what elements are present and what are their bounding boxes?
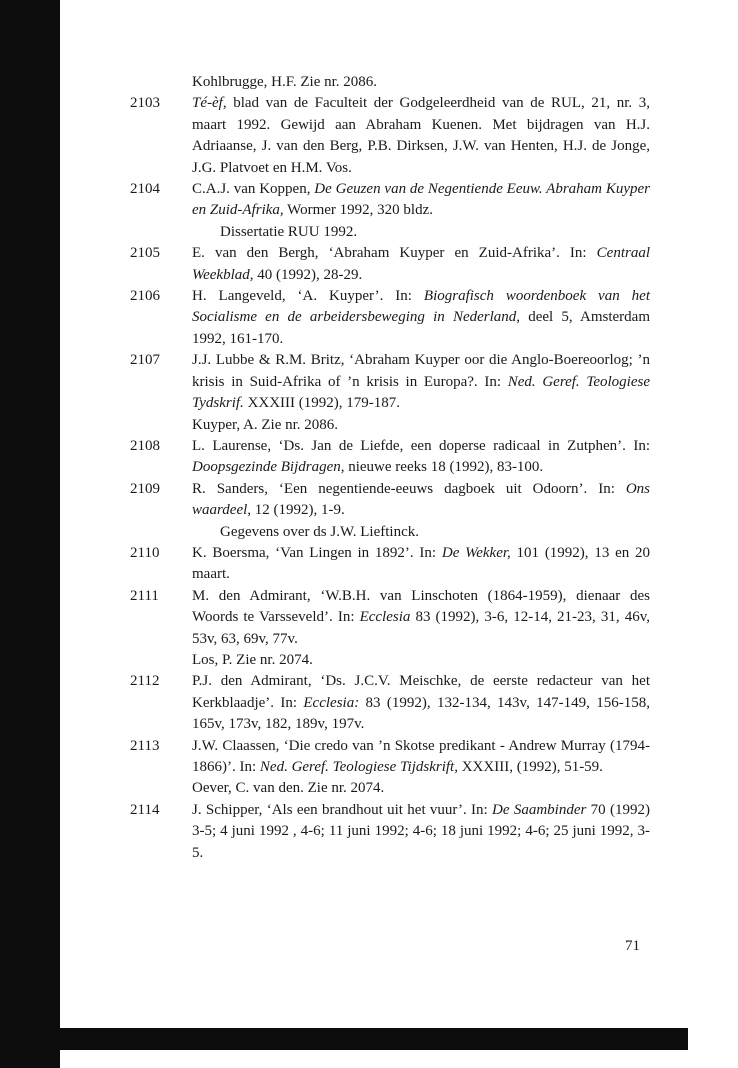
entry-text: C.A.J. van Koppen, <box>192 181 315 198</box>
entry-text: J.W. Claassen, ‘Die credo van ’n Skotse predikant - Andrew Murray (1794-1866)’. In: <box>192 737 650 775</box>
entry-text: XXXIII, (1992), 51-59. <box>457 759 603 775</box>
entry-text: J.J. Lubbe & R.M. Britz, ‘Abraham Kuyper oor die Anglo-Boereoorlog; ’n krisis in Suid-Afrika of ’n krisis in Europa?. In: <box>192 352 650 390</box>
entry-number: 2104 <box>130 181 160 198</box>
scan-border-bottom <box>60 1028 688 1050</box>
bibliography-entry <box>130 671 650 735</box>
entry-title: Centraal Weekblad, <box>192 245 650 283</box>
entry-title: Ons waardeel, <box>192 480 650 519</box>
entry-number: 2111 <box>130 587 159 604</box>
entry-text: M. den Admirant, ‘W.B.H. van Linschoten (1864-1959), dienaar des Woords te Varsseveld’. In: <box>192 587 650 626</box>
entry-number: 2103 <box>130 95 160 112</box>
entry-text: H. Langeveld, ‘A. Kuyper’. In: <box>192 288 424 305</box>
entry-text: deel 5, Amsterdam 1992, 161-170. <box>192 309 650 347</box>
bibliography-entry <box>130 436 650 479</box>
entry-number: 2106 <box>130 288 160 305</box>
entry-text: J. Schipper, ‘Als een brandhout uit het vuur’. In: <box>192 801 493 818</box>
entry-title: Té-èf, <box>192 95 227 112</box>
bibliography-entry <box>130 479 650 522</box>
bibliography-entry <box>130 179 650 222</box>
entry-text: P.J. den Admirant, ‘Ds. J.C.V. Meischke, de eerste redacteur van het Kerkblaadje’. In: <box>192 673 650 711</box>
bibliography-entry <box>130 93 650 179</box>
entry-title: De Geuzen van de Negentiende Eeuw. Abraham Kuyper en Zuid-Afrika, <box>192 181 650 219</box>
entry-title: Biografisch woordenboek van het Socialisme en de arbeidersbeweging in Nederland, <box>192 288 650 326</box>
bibliography-note <box>130 222 650 243</box>
bibliography-entry <box>130 350 650 414</box>
entry-text: K. Boersma, ‘Van Lingen in 1892’. In: <box>192 544 442 561</box>
cross-reference <box>130 650 650 671</box>
bibliography-entry <box>130 543 650 586</box>
entry-title: De Saambinder <box>492 801 587 818</box>
entry-number: 2109 <box>130 480 160 497</box>
entry-text: nieuwe reeks 18 (1992), 83-100. <box>344 459 544 476</box>
entry-text: 83 (1992), 132-134, 143v, 147-149, 156-158, 165v, 173v, 182, 189v, 197v. <box>192 694 650 733</box>
entry-text: 70 (1992) 3-5; 4 juni 1992 , 4-6; 11 juni 1992; 4-6; 18 juni 1992; 4-6; 25 juni 1992, 3-5. <box>192 801 650 861</box>
entry-text: Gegevens over ds J.W. Lieftinck. <box>220 523 419 540</box>
entry-number: 2112 <box>130 673 160 690</box>
entry-title: Ned. Geref. Teologiese Tydskrif. <box>192 373 650 412</box>
cross-reference <box>130 778 650 799</box>
entry-text: 101 (1992), 13 en 20 maart. <box>192 544 650 583</box>
page-number: 71 <box>625 938 640 954</box>
entry-number: 2105 <box>130 245 160 262</box>
entry-title: Doopsgezinde Bijdragen, <box>192 459 345 476</box>
entry-title: Ecclesia: <box>303 694 360 711</box>
entry-text: E. van den Bergh, ‘Abraham Kuyper en Zuid-Afrika’. In: <box>192 245 597 262</box>
entry-title: Ecclesia <box>359 609 411 626</box>
entry-text: Kuyper, A. Zie nr. 2086. <box>192 416 339 433</box>
bibliography-entry <box>130 800 650 864</box>
entry-text: Dissertatie RUU 1992. <box>220 223 358 240</box>
entry-number: 2114 <box>130 801 160 818</box>
entry-text: L. Laurense, ‘Ds. Jan de Liefde, een doperse radicaal in Zutphen’. In: <box>192 437 650 454</box>
entry-number: 2110 <box>130 544 160 561</box>
entry-text: XXXIII (1992), 179-187. <box>243 395 401 412</box>
bibliography-entry <box>130 586 650 650</box>
entry-text: Los, P. Zie nr. 2074. <box>192 651 313 668</box>
bibliography-list <box>130 72 650 864</box>
bibliography-entry <box>130 72 650 93</box>
entry-text: Wormer 1992, 320 bldz. <box>283 202 433 219</box>
entry-text: R. Sanders, ‘Een negentiende-eeuws dagboek uit Odoorn’. In: <box>192 480 626 497</box>
entry-title: De Wekker, <box>441 544 511 561</box>
entry-number: 2113 <box>130 737 160 754</box>
entry-text: blad van de Faculteit der Godgeleerdheid van de RUL, 21, nr. 3, maart 1992. Gewijd aan Abraham Kuenen. Met bijdragen van H.J. Adriaanse, J. van den Berg, P.B. Dirksen, J.W. van Henten, H.J. de Jonge, J.G. Platvoet en H.M. Vos. <box>192 95 650 176</box>
cross-reference <box>130 415 650 436</box>
entry-title: Ned. Geref. Teologiese Tijdskrift, <box>259 759 458 775</box>
scan-border-left <box>0 0 60 1068</box>
entry-text: 12 (1992), 1-9. <box>251 502 345 519</box>
entry-text: 83 (1992), 3-6, 12-14, 21-23, 31, 46v, 53v, 63, 69v, 77v. <box>192 609 650 647</box>
entry-number: 2107 <box>130 352 160 369</box>
bibliography-entry <box>130 736 650 779</box>
entry-text: 40 (1992), 28-29. <box>253 266 363 283</box>
bibliography-note <box>130 522 650 543</box>
entry-number: 2108 <box>130 437 160 454</box>
entry-text: Oever, C. van den. Zie nr. 2074. <box>192 780 385 797</box>
bibliography-entry <box>130 286 650 350</box>
entry-text: Kohlbrugge, H.F. Zie nr. 2086. <box>192 74 378 90</box>
bibliography-entry <box>130 243 650 286</box>
